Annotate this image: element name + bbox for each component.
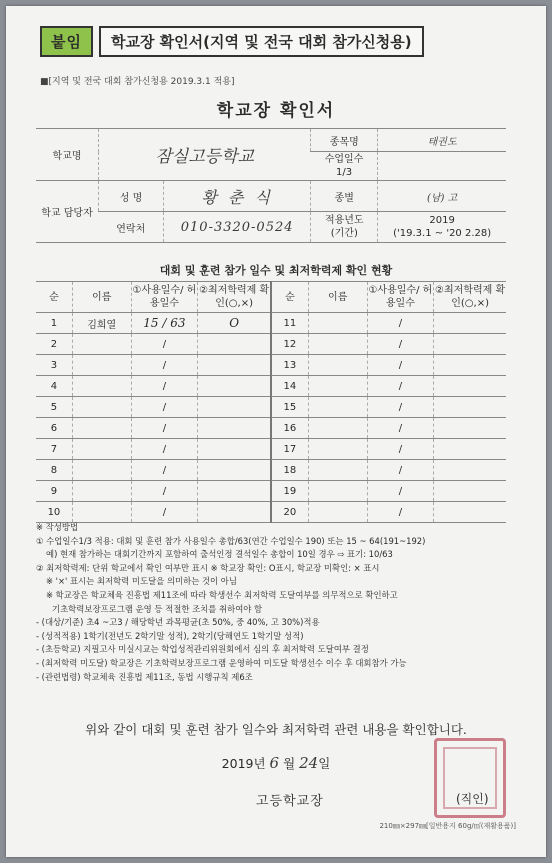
cell-no: 8	[36, 460, 72, 481]
note-line: - (최저학력 미도달) 학교장은 기초학력보장프로그램 운영하여 미도달 학생선수 이수 후 대회참가 가능	[36, 657, 407, 668]
note-line: ※ 학교장은 학교체육 진흥법 제11조에 따라 학생선수 최저학력 도달여부를 의무적으로 확인하고	[46, 589, 398, 600]
note-line: ※ '×' 표시는 최저학력 미도달을 의미하는 것이 아님	[46, 576, 237, 587]
cell-days: /	[131, 418, 198, 439]
cell-check	[198, 481, 271, 502]
cell-days: /	[367, 418, 434, 439]
cell-days: /	[367, 439, 434, 460]
table-row	[36, 439, 506, 460]
attachment-badge: 붙임	[40, 26, 93, 57]
note-line: - (관련법령) 학교체육 진흥법 제11조, 동법 시행규칙 제6조	[36, 671, 253, 682]
cell-check	[198, 502, 271, 523]
cell-no: 4	[36, 376, 72, 397]
year-value-cell	[378, 212, 506, 243]
cell-days: /	[131, 460, 198, 481]
date-month: 6	[269, 754, 280, 772]
cell-name	[72, 460, 131, 481]
cell-days: /	[131, 334, 198, 355]
cell-check	[198, 397, 271, 418]
cell-days: /	[367, 460, 434, 481]
cell-check	[198, 460, 271, 481]
table-row	[36, 334, 506, 355]
info-table	[36, 128, 506, 243]
cell-check	[434, 397, 506, 418]
table-row	[36, 481, 506, 502]
note-line: - (초등학교) 지필고사 미실시교는 학업성적관리위원회에서 심의 후 최저학력 도달여부 결정	[36, 644, 369, 655]
table-row	[36, 355, 506, 376]
sport-value: 태권도	[378, 129, 506, 152]
period-value: ('19.3.1 ~ '20 2.28)	[393, 228, 492, 239]
cell-no: 18	[271, 460, 308, 481]
cell-check	[434, 502, 506, 523]
col-name: 이름	[72, 282, 131, 313]
cell-name	[72, 418, 131, 439]
cell-check	[198, 376, 271, 397]
document-type-title: 학교장 확인서(지역 및 전국 대회 참가신청용)	[99, 26, 424, 57]
cell-days: /	[367, 313, 434, 334]
table-row	[36, 418, 506, 439]
cell-no: 19	[271, 481, 308, 502]
col-name: 이름	[308, 282, 367, 313]
principal-title: 고등학교장	[256, 794, 324, 809]
document-paper	[6, 6, 546, 857]
cell-check	[434, 481, 506, 502]
cell-days: /	[367, 481, 434, 502]
cell-no: 7	[36, 439, 72, 460]
attendance-table	[36, 281, 506, 523]
cell-check: O	[198, 313, 271, 334]
cell-check	[434, 334, 506, 355]
cell-check	[434, 313, 506, 334]
cell-days: /	[131, 502, 198, 523]
cell-no: 6	[36, 418, 72, 439]
cell-check	[434, 460, 506, 481]
note-line: ※ 작성방법	[36, 522, 79, 532]
seal-label: (직인)	[456, 792, 489, 806]
cell-name: 김희열	[72, 313, 131, 334]
cell-days: /	[367, 502, 434, 523]
cell-check	[434, 439, 506, 460]
date-day: 24	[299, 754, 319, 772]
staff-label: 학교 담당자	[36, 181, 99, 243]
sport-label: 종목명	[311, 129, 378, 152]
page-title: 학교장 확인서	[216, 101, 336, 121]
cell-days: /	[367, 397, 434, 418]
cell-days: /	[367, 334, 434, 355]
table-row	[36, 313, 506, 334]
cell-name	[72, 502, 131, 523]
cell-days: 15 / 63	[131, 313, 198, 334]
note-line: 예) 현재 참가하는 대회기간까지 포함하여 출석인정 결석일수 총합이 10일 경우 ⇨ 표기: 10/63	[46, 549, 393, 560]
name-value: 황 춘 식	[164, 181, 311, 212]
cell-name	[308, 313, 367, 334]
school-value: 잠실고등학교	[99, 129, 311, 181]
cell-no: 1	[36, 313, 72, 334]
contact-label: 연락처	[99, 212, 164, 243]
table-row	[36, 376, 506, 397]
cell-no: 20	[271, 502, 308, 523]
cell-days: /	[367, 355, 434, 376]
table-row	[36, 397, 506, 418]
cell-name	[308, 397, 367, 418]
col-days: ①사용일수/ 허용일수	[367, 282, 434, 313]
date-month-unit: 월	[283, 756, 296, 771]
cell-no: 13	[271, 355, 308, 376]
cell-no: 9	[36, 481, 72, 502]
cell-days: /	[131, 439, 198, 460]
period-label: (기간)	[330, 228, 358, 239]
cell-no: 11	[271, 313, 308, 334]
cell-name	[308, 460, 367, 481]
cell-no: 3	[36, 355, 72, 376]
year-label: 적용년도	[324, 215, 364, 226]
cell-name	[308, 481, 367, 502]
note-line: 기초학력보장프로그램 운영 등 적절한 조치를 취하여야 함	[52, 603, 263, 614]
year-label-cell	[311, 212, 378, 243]
cell-check	[198, 439, 271, 460]
cell-days: /	[131, 376, 198, 397]
cell-no: 12	[271, 334, 308, 355]
cell-days: /	[131, 397, 198, 418]
col-no: 순	[36, 282, 72, 313]
writing-instructions	[36, 521, 516, 684]
attendance-value: 1/3	[335, 167, 353, 178]
cell-name	[308, 334, 367, 355]
cell-no: 15	[271, 397, 308, 418]
cell-check	[434, 418, 506, 439]
cell-days: /	[367, 376, 434, 397]
attendance-label: 수업일수	[324, 154, 364, 165]
name-label: 성 명	[99, 181, 164, 212]
cell-no: 2	[36, 334, 72, 355]
section-title: 대회 및 훈련 참가 일수 및 최저학력제 확인 현황	[159, 264, 393, 277]
cell-days: /	[131, 355, 198, 376]
header-bar	[40, 26, 424, 57]
table-row	[36, 460, 506, 481]
cell-name	[72, 481, 131, 502]
cell-name	[72, 334, 131, 355]
cell-name	[308, 376, 367, 397]
date-year: 2019년	[221, 756, 266, 771]
confirmation-statement: 위와 같이 대회 및 훈련 참가 일수와 최저학력 관련 내용을 확인합니다.	[85, 722, 467, 737]
cell-name	[308, 502, 367, 523]
school-label: 학교명	[36, 129, 99, 181]
cell-no: 16	[271, 418, 308, 439]
table-row	[36, 502, 506, 523]
col-no: 순	[271, 282, 308, 313]
year-value: 2019	[429, 215, 455, 226]
cell-check	[434, 355, 506, 376]
note-line: ② 최저학력제: 단위 학교에서 확인 여부만 표시 ※ 학교장 확인: O표시, 학교장 미확인: × 표시	[36, 562, 380, 573]
cell-no: 17	[271, 439, 308, 460]
cell-no: 14	[271, 376, 308, 397]
cell-name	[72, 439, 131, 460]
gender-label: 종별	[311, 181, 378, 212]
form-version-note: ■[지역 및 전국 대회 참가신청용 2019.3.1 적용]	[40, 77, 235, 87]
cell-check	[198, 334, 271, 355]
cell-name	[308, 355, 367, 376]
date-day-unit: 일	[318, 756, 331, 771]
cell-check	[434, 376, 506, 397]
col-check: ②최저학력제 확인(○,×)	[434, 282, 506, 313]
note-line: - (대상/기준) 초4 ~고3 / 해당학년 과목평균(초 50%, 중 40%, 고 30%)적용	[36, 617, 320, 628]
paper-spec-footer: 210㎜×297㎜[일반용지 60g/㎡(재활용품)]	[379, 822, 516, 830]
contact-value: 010-3320-0524	[164, 212, 311, 243]
attendance-blank	[378, 152, 506, 181]
note-line: - (성적적용) 1학기(전년도 2학기말 성적), 2학기(당해연도 1학기말 성적)	[36, 630, 304, 641]
cell-no: 5	[36, 397, 72, 418]
cell-name	[72, 376, 131, 397]
cell-check	[198, 418, 271, 439]
cell-name	[72, 355, 131, 376]
cell-days: /	[131, 481, 198, 502]
gender-value: (남) 고	[378, 181, 506, 212]
attendance-cell	[311, 152, 378, 181]
col-check: ②최저학력제 확인(○,×)	[198, 282, 271, 313]
note-line: ① 수업일수1/3 적용: 대회 및 훈련 참가 사용일수 총합/63(연간 수업일수 190) 또는 15 ~ 64(191~192)	[36, 535, 426, 546]
cell-no: 10	[36, 502, 72, 523]
table-header-row	[36, 282, 506, 313]
cell-name	[308, 418, 367, 439]
col-days: ①사용일수/ 허용일수	[131, 282, 198, 313]
cell-name	[308, 439, 367, 460]
cell-name	[72, 397, 131, 418]
cell-check	[198, 355, 271, 376]
